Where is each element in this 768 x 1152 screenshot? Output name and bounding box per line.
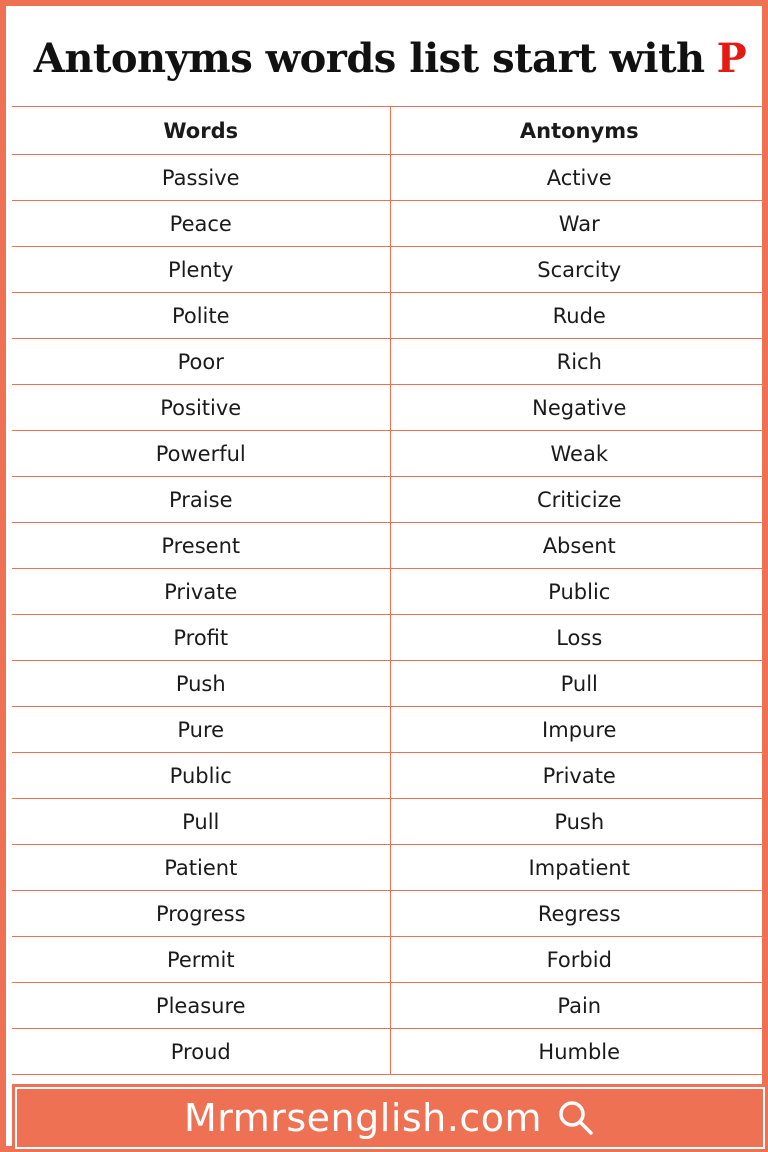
footer-banner[interactable] [12, 1084, 768, 1152]
page-title [12, 12, 768, 104]
antonym-cell: Private [390, 753, 768, 799]
antonym-cell: Loss [390, 615, 768, 661]
antonym-cell: Pull [390, 661, 768, 707]
table-row [12, 661, 768, 707]
word-cell: Poor [12, 339, 390, 385]
antonym-cell: Scarcity [390, 247, 768, 293]
antonym-cell: Push [390, 799, 768, 845]
table-header-row [12, 107, 768, 155]
antonym-cell: Weak [390, 431, 768, 477]
antonym-cell: Impure [390, 707, 768, 753]
table-row [12, 937, 768, 983]
word-cell: Permit [12, 937, 390, 983]
antonym-cell: Forbid [390, 937, 768, 983]
word-cell: Present [12, 523, 390, 569]
word-cell: Praise [12, 477, 390, 523]
table-row [12, 339, 768, 385]
antonym-cell: Humble [390, 1029, 768, 1075]
column-header-antonyms: Antonyms [390, 107, 768, 155]
antonym-cell: War [390, 201, 768, 247]
table-row [12, 891, 768, 937]
table-row [12, 1029, 768, 1075]
table-row [12, 845, 768, 891]
table-row [12, 293, 768, 339]
word-cell: Profit [12, 615, 390, 661]
antonym-cell: Impatient [390, 845, 768, 891]
table-body [12, 155, 768, 1075]
antonyms-table [12, 106, 768, 1075]
word-cell: Pull [12, 799, 390, 845]
table-row [12, 569, 768, 615]
word-cell: Push [12, 661, 390, 707]
antonym-cell: Absent [390, 523, 768, 569]
word-cell: Positive [12, 385, 390, 431]
word-cell: Private [12, 569, 390, 615]
site-url[interactable]: Mrmrsenglish.com [184, 1096, 542, 1140]
title-letter: P [716, 34, 747, 82]
table-row [12, 477, 768, 523]
antonym-cell: Rich [390, 339, 768, 385]
antonym-cell: Pain [390, 983, 768, 1029]
antonym-cell: Rude [390, 293, 768, 339]
word-cell: Progress [12, 891, 390, 937]
table-row [12, 523, 768, 569]
word-cell: Proud [12, 1029, 390, 1075]
word-cell: Public [12, 753, 390, 799]
column-header-words: Words [12, 107, 390, 155]
table-row [12, 983, 768, 1029]
word-cell: Powerful [12, 431, 390, 477]
table-row [12, 155, 768, 201]
word-cell: Patient [12, 845, 390, 891]
table-row [12, 615, 768, 661]
table-row [12, 385, 768, 431]
table-row [12, 799, 768, 845]
word-cell: Polite [12, 293, 390, 339]
table-row [12, 247, 768, 293]
table-row [12, 707, 768, 753]
antonym-cell: Public [390, 569, 768, 615]
word-cell: Plenty [12, 247, 390, 293]
title-text: Antonyms words list start with [33, 34, 705, 82]
antonym-cell: Active [390, 155, 768, 201]
word-cell: Passive [12, 155, 390, 201]
word-cell: Pure [12, 707, 390, 753]
antonym-cell: Negative [390, 385, 768, 431]
antonym-cell: Regress [390, 891, 768, 937]
search-icon [556, 1098, 596, 1138]
word-cell: Peace [12, 201, 390, 247]
antonym-cell: Criticize [390, 477, 768, 523]
word-cell: Pleasure [12, 983, 390, 1029]
table-row [12, 753, 768, 799]
table-row [12, 201, 768, 247]
table-row [12, 431, 768, 477]
